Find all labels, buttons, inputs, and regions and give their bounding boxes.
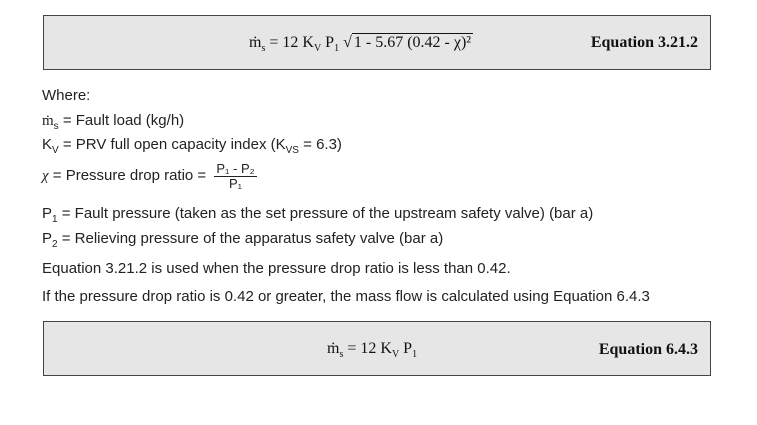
definition-p1: $P_1$ = Fault pressure (taken as the set pressure of the upstream safety valve) (bar a)	[42, 205, 594, 225]
note-equation-6-4-3: If the pressure drop ratio is 0.42 or greater, the mass flow is calculated using Equation 6.4.3	[42, 288, 650, 305]
equation-formula: ṁ$_s$ = 12 $K_V$ $P_1$	[327, 340, 418, 361]
equation-label: Equation 6.4.3	[598, 341, 698, 358]
where-heading: Where:	[42, 87, 91, 104]
pressure-drop-fraction: $\frac{\text{P₁ - P₂}}{\text{P₁}}$	[216, 161, 255, 191]
sqrt-symbol: √	[343, 34, 352, 51]
equation-formula: ṁ$_s$ = 12 $K_V$ $P_1$ √ 1 - 5.67 (0.42 - χ)²	[249, 34, 472, 55]
equation-label: Equation 3.21.2	[590, 34, 698, 51]
definition-p2: $P_2$ = Relieving pressure of the apparatus safety valve (bar a)	[42, 230, 444, 250]
note-equation-3-21-2: Equation 3.21.2 is used when the pressure drop ratio is less than 0.42.	[42, 260, 511, 277]
definition-kv: $K_V$ = PRV full open capacity index $(K_{VS} = 6.3)$	[42, 136, 342, 156]
definition-chi: χ = Pressure drop ratio = $\frac{\text{P₁ - P₂}}{\text{P₁}}$	[42, 161, 255, 191]
equation-box-6-4-3	[43, 321, 711, 376]
sqrt-radicand: 1 - 5.67 (0.42 - χ)²	[353, 34, 472, 51]
equation-box-3-21-2	[43, 15, 711, 70]
definition-ms: ṁ$_s$ = Fault load (kg/h)	[42, 112, 185, 132]
